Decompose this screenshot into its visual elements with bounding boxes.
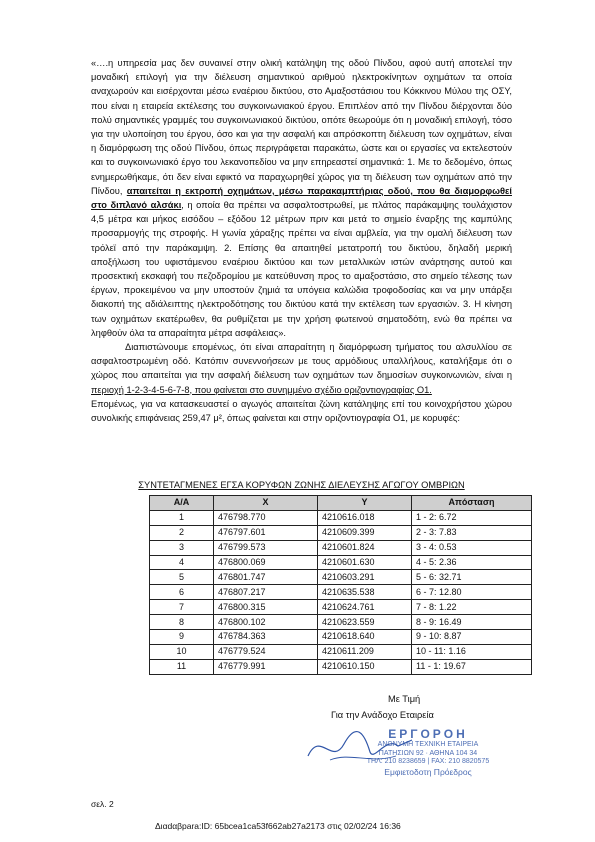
- cell-x: 476779.991: [214, 659, 318, 674]
- table-row: [150, 555, 532, 570]
- coordinates-table-body: [150, 510, 532, 674]
- table-row: [150, 644, 532, 659]
- table-row: [150, 630, 532, 645]
- stamp-line-address: ΠΑΤΗΣΙΩΝ 92 · ΑΘΗΝΑ 104 34: [378, 749, 478, 757]
- coordinates-table: [149, 495, 532, 675]
- paragraph-quote: [91, 56, 512, 340]
- finding-area-reference: περιοχή 1-2-3-4-5-6-7-8, που φαίνεται στο συνημμένο σχέδιο οριζοντιογραφίας Ο1.: [91, 384, 432, 395]
- stamp-line-company: ΑΝΩΝΥΜΗ ΤΕΧΝΙΚΗ ΕΤΑΙΡΕΙΑ: [377, 741, 479, 748]
- cell-y: 4210603.291: [318, 570, 412, 585]
- cell-index: 10: [150, 644, 214, 659]
- cell-y: 4210624.761: [318, 600, 412, 615]
- stamp-line-phone: ΤΗΛ: 210 8238659 | FAX: 210 8820575: [366, 758, 490, 766]
- header-index: Α/Α: [150, 496, 214, 511]
- quote-emphasis: απαιτείται η εκτροπή οχημάτων, μέσω παρακαμπτήριας οδού, που θα διαμορφωθεί στο διπλανό αλσάκι: [91, 185, 512, 211]
- table-header-row: [150, 496, 532, 511]
- cell-x: 476800.069: [214, 555, 318, 570]
- document-footer: Διαdαβpara:ID: 65bcea1ca53f662ab27a2173 στις 02/02/24 16:36: [155, 821, 401, 831]
- paragraph-conclusion: [91, 397, 512, 425]
- cell-x: 476801.747: [214, 570, 318, 585]
- cell-distance: 4 - 5: 2.36: [412, 555, 532, 570]
- cell-distance: 2 - 3: 7.83: [412, 525, 532, 540]
- cell-distance: 6 - 7: 12.80: [412, 585, 532, 600]
- company-stamp: [333, 728, 523, 790]
- cell-distance: 5 - 6: 32.71: [412, 570, 532, 585]
- cell-y: 4210610.150: [318, 659, 412, 674]
- cell-x: 476779.524: [214, 644, 318, 659]
- cell-y: 4210609.399: [318, 525, 412, 540]
- cell-distance: 10 - 11: 1.16: [412, 644, 532, 659]
- coordinates-table-title: ΣΥΝΤΕΤΑΓΜΕΝΕΣ ΕΓΣΑ ΚΟΡΥΦΩΝ ΖΩΝΗΣ ΔΙΕΛΕΥΣΗΣ ΑΓΩΓΟΥ ΟΜΒΡΙΩΝ: [138, 480, 465, 490]
- cell-distance: 9 - 10: 8.87: [412, 630, 532, 645]
- cell-distance: 7 - 8: 1.22: [412, 600, 532, 615]
- table-row: [150, 525, 532, 540]
- cell-y: 4210635.538: [318, 585, 412, 600]
- header-x: X: [214, 496, 318, 511]
- quote-text: «….η υπηρεσία μας δεν συναινεί στην ολική κατάληψη της οδού Πίνδου, αφού αυτή αποτελεί την μοναδική επιλογή για την διέλευση σημαντικού αριθμού ηλεκτροκίνητων οχημάτων τα οποία αναχωρούν και εισέρχονται μέσω εναέριου δικτύου, στο Αμαξοστάσιου του Κόκκινου Μύλου της ΟΣΥ, που είναι η εταιρεία εκτέλεσης του συγκοινωνιακού έργου. Επιπλέον από την Πίνδου διέρχονται δύο πολύ σημαντικές γραμμές του συγκοινωνιακού δικτύου, οπότε θεωρούμε ότι η μοναδική επιλογή, τόσο για την υλοποίηση του έργου, όσο και για την ασφαλή και απρόσκοπτη διέλευση των οχημάτων, είναι η διαμόρφωση της οδού Πίνδου, όπως περιγράφεται παρακάτω, ώστε και οι εργασίες να εκτελεστούν και το συγκοινωνιακό έργο του λεκανοπεδίου να μην επηρεαστεί σημαντικά: 1. Με το δεδομένο, όπως ενημερωθήκαμε, ότι δεν είναι εφικτό να παραχωρηθεί χώρος για τη διέλευση των οχημάτων από την Πίνδου,: [91, 58, 512, 196]
- cell-x: 476800.315: [214, 600, 318, 615]
- table-row: [150, 570, 532, 585]
- letter-body: [91, 56, 512, 425]
- cell-x: 476807.217: [214, 585, 318, 600]
- closing-regards: Με Τιμή: [388, 694, 421, 704]
- cell-index: 8: [150, 615, 214, 630]
- cell-y: 4210616.018: [318, 510, 412, 525]
- cell-x: 476798.770: [214, 510, 318, 525]
- cell-distance: 11 - 1: 19.67: [412, 659, 532, 674]
- cell-y: 4210611.209: [318, 644, 412, 659]
- cell-y: 4210601.824: [318, 540, 412, 555]
- cell-distance: 3 - 4: 0.53: [412, 540, 532, 555]
- page-number: σελ. 2: [91, 799, 114, 809]
- stamp-role: Εμφιετοδοτη Πρόεδρος: [384, 766, 472, 777]
- quote-text-continued: , η οποία θα πρέπει να ασφαλτοστρωθεί, με πλάτος παράκαμψης τουλάχιστον 4,5 μέτρα και μήκος εισόδου – εξόδου 12 μέτρων πριν και μετά το σημείο έναρξης της καμπύλης προσαρμογής της στροφής. Η γωνία χάραξης πρέπει να είναι αμβλεία, για την ομαλή διέλευση των τρόλεϊ από την παράκαμψη. 2. Επίσης θα απαιτηθεί μετατροπή του δικτύου, δηλαδή μερική αποξήλωση του υφιστάμενου εναέριου δικτύου και των μεταλλικών ιστών ανάρτησης αυτού και προσεκτική εκσκαφή του πεζοδρομίου με κατεύθυνση προς το αμαξοστάσιο, στο σημείο τέλεσης των έργων, προκειμένου να μην υποστούν ζημιά τα υπόγεια καλώδια τροφοδοσίας και να μην υπάρξει διακοπή της αδιάλειπτης ηλεκτροδότησης του δικτύου κατά την εκτέλεση των εργασιών. 3. Η κίνηση των οχημάτων εκατέρωθεν, θα ρυθμίζεται με την χρήση φωτεινού σηματοδότη, ενώ θα πρέπει να ληφθούν όλα τα απαραίτητα μέτρα ασφάλειας».: [91, 200, 512, 338]
- cell-distance: 8 - 9: 16.49: [412, 615, 532, 630]
- cell-index: 3: [150, 540, 214, 555]
- conclusion-text: Επομένως, για να κατασκευαστεί ο αγωγός απαιτείται ζώνη κατάληψης επί του κοινοχρήστου χώρου συνολικής επιφάνειας 259,47 μ², όπως φαίνεται και στην οριζοντιογραφία Ο1, με κορυφές:: [91, 398, 512, 424]
- table-row: [150, 615, 532, 630]
- table-row: [150, 540, 532, 555]
- cell-index: 11: [150, 659, 214, 674]
- paragraph-finding: [91, 340, 512, 397]
- finding-text: Διαπιστώνουμε επομένως, ότι είναι απαραίτητη η διαμόρφωση τμήματος του αλσυλλίου σε ασφαλτοστρωμένη οδό. Κατόπιν συνεννοήσεων με τους αρμόδιους υπαλλήλους, καταλήξαμε ότι ο χώρος που απαιτείται για την ασφαλή διέλευση των οχημάτων των δημοσίων συγκοινωνιών, είναι η: [91, 342, 512, 381]
- table-row: [150, 585, 532, 600]
- cell-index: 7: [150, 600, 214, 615]
- cell-index: 5: [150, 570, 214, 585]
- cell-index: 1: [150, 510, 214, 525]
- table-row: [150, 659, 532, 674]
- header-y: Y: [318, 496, 412, 511]
- cell-index: 2: [150, 525, 214, 540]
- cell-x: 476800.102: [214, 615, 318, 630]
- header-distance: Απόσταση: [412, 496, 532, 511]
- table-row: [150, 510, 532, 525]
- cell-y: 4210623.559: [318, 615, 412, 630]
- table-row: [150, 600, 532, 615]
- cell-index: 6: [150, 585, 214, 600]
- cell-x: 476799.573: [214, 540, 318, 555]
- closing-company: Για την Ανάδοχο Εταιρεία: [331, 710, 434, 720]
- cell-y: 4210601.630: [318, 555, 412, 570]
- stamp-brand: ΕΡΓΟΡΟΗ: [388, 727, 468, 741]
- cell-y: 4210618.640: [318, 630, 412, 645]
- cell-x: 476784.363: [214, 630, 318, 645]
- cell-index: 9: [150, 630, 214, 645]
- cell-index: 4: [150, 555, 214, 570]
- cell-x: 476797.601: [214, 525, 318, 540]
- cell-distance: 1 - 2: 6.72: [412, 510, 532, 525]
